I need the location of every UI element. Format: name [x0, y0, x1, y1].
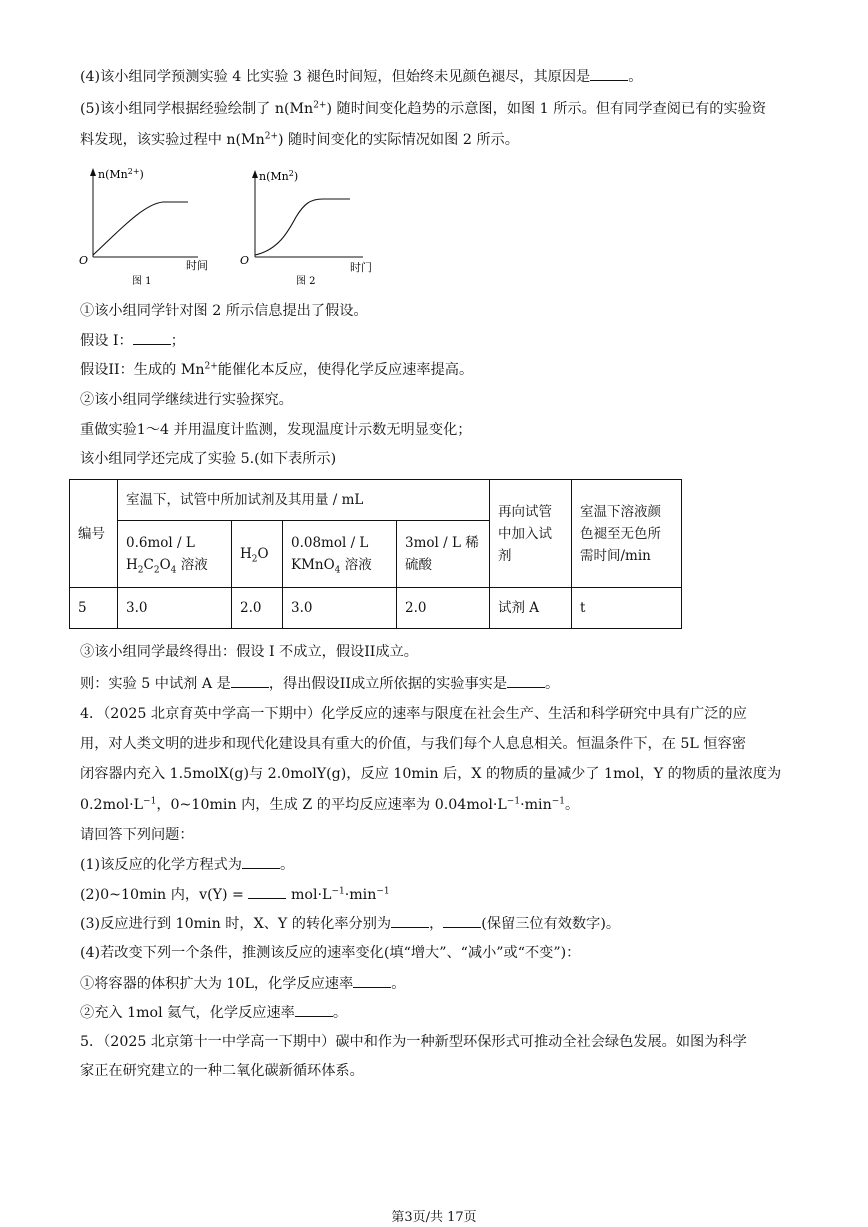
answer-blank [507, 673, 545, 688]
q4-part2 [80, 884, 390, 905]
figure-1 [79, 167, 208, 287]
cell-text: 色褪至无色所 [580, 525, 661, 542]
hypothesis-2 [80, 360, 473, 380]
cell-text: 0.6mol / L [126, 535, 195, 551]
cell-text: 2.0 [240, 600, 262, 616]
text: (4)若改变下列一个条件，推测该反应的速率变化(填“增大”、“减小”或“不变”)： [80, 945, 581, 961]
text: 5．（2025 北京第十一中学高一下期中）碳中和作为一种新型环保形式可推动全社会绿色发展。如图为科学 [80, 1034, 747, 1050]
superscript: −1 [551, 796, 565, 807]
text: (5)该小组同学根据经验绘制了 n(Mn [80, 101, 314, 117]
cell-text: 硫酸 [405, 557, 432, 573]
text: 用，对人类文明的进步和现代化建设具有重大的价值，与我们每个人息息相关。恒温条件下，在 5L 恒容密 [80, 736, 746, 752]
q4-line2 [80, 734, 746, 754]
cell-text: 3.0 [291, 600, 313, 616]
q4-line3 [80, 764, 781, 784]
cell-text: 编号 [78, 525, 105, 542]
header-cell [232, 521, 283, 588]
header-cell [283, 521, 397, 588]
caption: 图 2 [296, 276, 316, 287]
text: ②该小组同学继续进行实验探究。 [80, 392, 293, 408]
table-row [70, 480, 682, 521]
cell-text: 2.0 [405, 600, 427, 616]
header-cell [490, 480, 572, 588]
header-cell [572, 480, 682, 588]
header-cell [118, 480, 490, 521]
header-cell [70, 480, 118, 588]
table-cell [572, 588, 682, 629]
y-axis-arrow [252, 170, 258, 178]
answer-blank [242, 854, 280, 869]
cell-text: 5 [78, 600, 87, 616]
subscript: 2 [137, 565, 144, 576]
question-4-line [80, 66, 642, 87]
text: 假设 I： [80, 333, 133, 349]
table-cell [232, 588, 283, 629]
y-axis-arrow [90, 168, 96, 176]
text: ①将容器的体积扩大为 10L，化学反应速率 [80, 976, 354, 992]
cell-text: 3.0 [126, 600, 148, 616]
superscript: 2+ [313, 100, 327, 111]
answer-blank [590, 66, 628, 81]
cell-text: 0.08mol / L [291, 535, 369, 551]
text: ； [170, 333, 185, 349]
origin-label: O [79, 254, 89, 267]
cell-text: 试剂 A [498, 600, 540, 616]
cell-text: C [143, 557, 154, 573]
subscript: 2 [153, 565, 160, 576]
text: 该小组同学还完成了实验 5.(如下表所示) [80, 451, 337, 467]
text: ，0~10min 内，生成 Z 的平均反应速率为 0.04mol·L [156, 797, 507, 813]
cell-text: 室温下溶液颜 [580, 503, 661, 520]
q4-line4 [80, 795, 579, 815]
text: ) 随时间变化的实际情况如图 2 所示。 [278, 132, 519, 148]
text: 则：实验 5 中试剂 A 是 [80, 676, 231, 692]
header-cell [118, 521, 232, 588]
q5-line2 [80, 1061, 364, 1081]
text: 重做实验1～4 并用温度计监测，发现温度计示数无明显变化； [80, 422, 472, 438]
text: (1)该反应的化学方程式为 [80, 857, 242, 873]
table-cell [70, 588, 118, 629]
answer-blank [295, 1002, 333, 1017]
q4-part1 [80, 854, 294, 875]
text: 。 [628, 69, 643, 85]
q4-line1 [80, 704, 747, 724]
text: (保留三位有效数字)。 [481, 916, 621, 932]
cell-text: 中加入试 [498, 525, 552, 542]
answer-blank [443, 913, 481, 928]
question-5-line2 [80, 130, 519, 150]
cell-text: H [126, 557, 138, 573]
cell-text: 剂 [498, 547, 512, 564]
origin-label: O [240, 254, 250, 267]
text: ③该小组同学最终得出：假设 I 不成立，假设II成立。 [80, 644, 418, 660]
text: ) 随时间变化趋势的示意图，如图 1 所示。但有同学查阅已有的实验资 [326, 101, 767, 117]
exp5-intro [80, 449, 336, 469]
conclusion-line [80, 642, 418, 662]
text: ②充入 1mol 氦气，化学反应速率 [80, 1005, 295, 1021]
cell-text: 溶液 [176, 557, 208, 573]
superscript: −1 [506, 796, 521, 807]
superscript: −1 [331, 886, 345, 897]
text: ·min [520, 797, 552, 813]
answer-blank [231, 673, 269, 688]
step-2 [80, 390, 293, 410]
page-footer: 第3页/共 17页 [391, 1210, 477, 1225]
text: ·min [344, 887, 377, 903]
text: 。 [545, 676, 560, 692]
q4-part4-a [80, 973, 405, 994]
reagent-question [80, 673, 559, 694]
subscript: 4 [334, 565, 341, 576]
cell-text: 需时间/min [580, 547, 651, 564]
superscript: 2+ [204, 361, 218, 372]
text: 家正在研究建立的一种二氧化碳新循环体系。 [80, 1063, 364, 1079]
text: 能催化本反应，使得化学反应速率提高。 [217, 362, 474, 378]
text: ， [429, 916, 444, 932]
text: (2)0~10min 内，v(Y) = [80, 887, 244, 903]
q4-part3 [80, 913, 620, 934]
cell-text: t [580, 600, 586, 616]
table-cell [283, 588, 397, 629]
text: 料发现，该实验过程中 n(Mn [80, 132, 265, 148]
answer-blank [353, 973, 391, 988]
caption: 图 1 [132, 276, 152, 287]
text: 。 [565, 797, 580, 813]
q4-part4 [80, 943, 580, 963]
q4-prompt [80, 825, 194, 845]
cell-text: KMnO [291, 557, 335, 573]
hypothesis-1 [80, 330, 185, 351]
cell-text: 室温下，试管中所加试剂及其用量 / mL [126, 492, 364, 508]
table-cell [397, 588, 490, 629]
question-5-line1 [80, 99, 766, 119]
hypothesis-intro [80, 301, 368, 321]
cell-text: 溶液 [340, 557, 372, 573]
table-cell [490, 588, 572, 629]
y-label: $n(Mn^{2+})$ [98, 167, 144, 181]
x-label: 时门 [350, 261, 372, 274]
q4-part4-b [80, 1002, 347, 1023]
cell-text: 3mol / L 稀 [405, 535, 479, 551]
table-row [70, 588, 682, 629]
text: 假设II：生成的 Mn [80, 362, 205, 378]
text: (3)反应进行到 10min 时，X、Y 的转化率分别为 [80, 916, 392, 932]
answer-blank [391, 913, 429, 928]
text: 请回答下列问题： [80, 827, 194, 843]
experiment-table [69, 479, 682, 629]
text: mol·L [290, 887, 332, 903]
table-cell [118, 588, 232, 629]
subscript: 2 [251, 554, 258, 565]
figures [78, 162, 388, 290]
answer-blank [248, 884, 286, 899]
x-label: 时间 [186, 259, 208, 272]
y-label: n(Mn$^2$) [259, 169, 299, 183]
cell-text: H [240, 546, 252, 562]
header-cell [397, 521, 490, 588]
subscript: 4 [170, 565, 177, 576]
text: 闭容器内充入 1.5molX(g)与 2.0molY(g)，反应 10min 后，X 的物质的量减少了 1mol，Y 的物质的量浓度为 [80, 766, 782, 782]
figure-svg [78, 162, 388, 290]
text: ①该小组同学针对图 2 所示信息提出了假设。 [80, 303, 368, 319]
redo-line [80, 420, 471, 440]
text: 。 [279, 857, 295, 873]
superscript: 2+ [264, 131, 279, 142]
text: 0.2mol·L [80, 797, 144, 813]
text: (4)该小组同学预测实验 4 比实验 3 褪色时间短，但始终未见颜色褪尽，其原因是 [80, 69, 591, 85]
curve-2 [255, 199, 350, 255]
text: 。 [391, 976, 406, 992]
q5-line1 [80, 1032, 747, 1052]
cell-text: 再向试管 [498, 503, 552, 520]
superscript: −1 [376, 886, 390, 897]
cell-text: O [159, 557, 171, 573]
cell-text: O [257, 546, 269, 562]
curve-1 [93, 202, 188, 255]
figure-2 [240, 169, 372, 287]
superscript: −1 [143, 796, 157, 807]
text: ，得出假设II成立所依据的实验事实是 [268, 676, 508, 692]
text: 。 [332, 1005, 348, 1021]
text: 4．（2025 北京育英中学高一下期中）化学反应的速率与限度在社会生产、生活和科学研究中具有广泛的应 [80, 706, 747, 722]
answer-blank [133, 330, 171, 345]
